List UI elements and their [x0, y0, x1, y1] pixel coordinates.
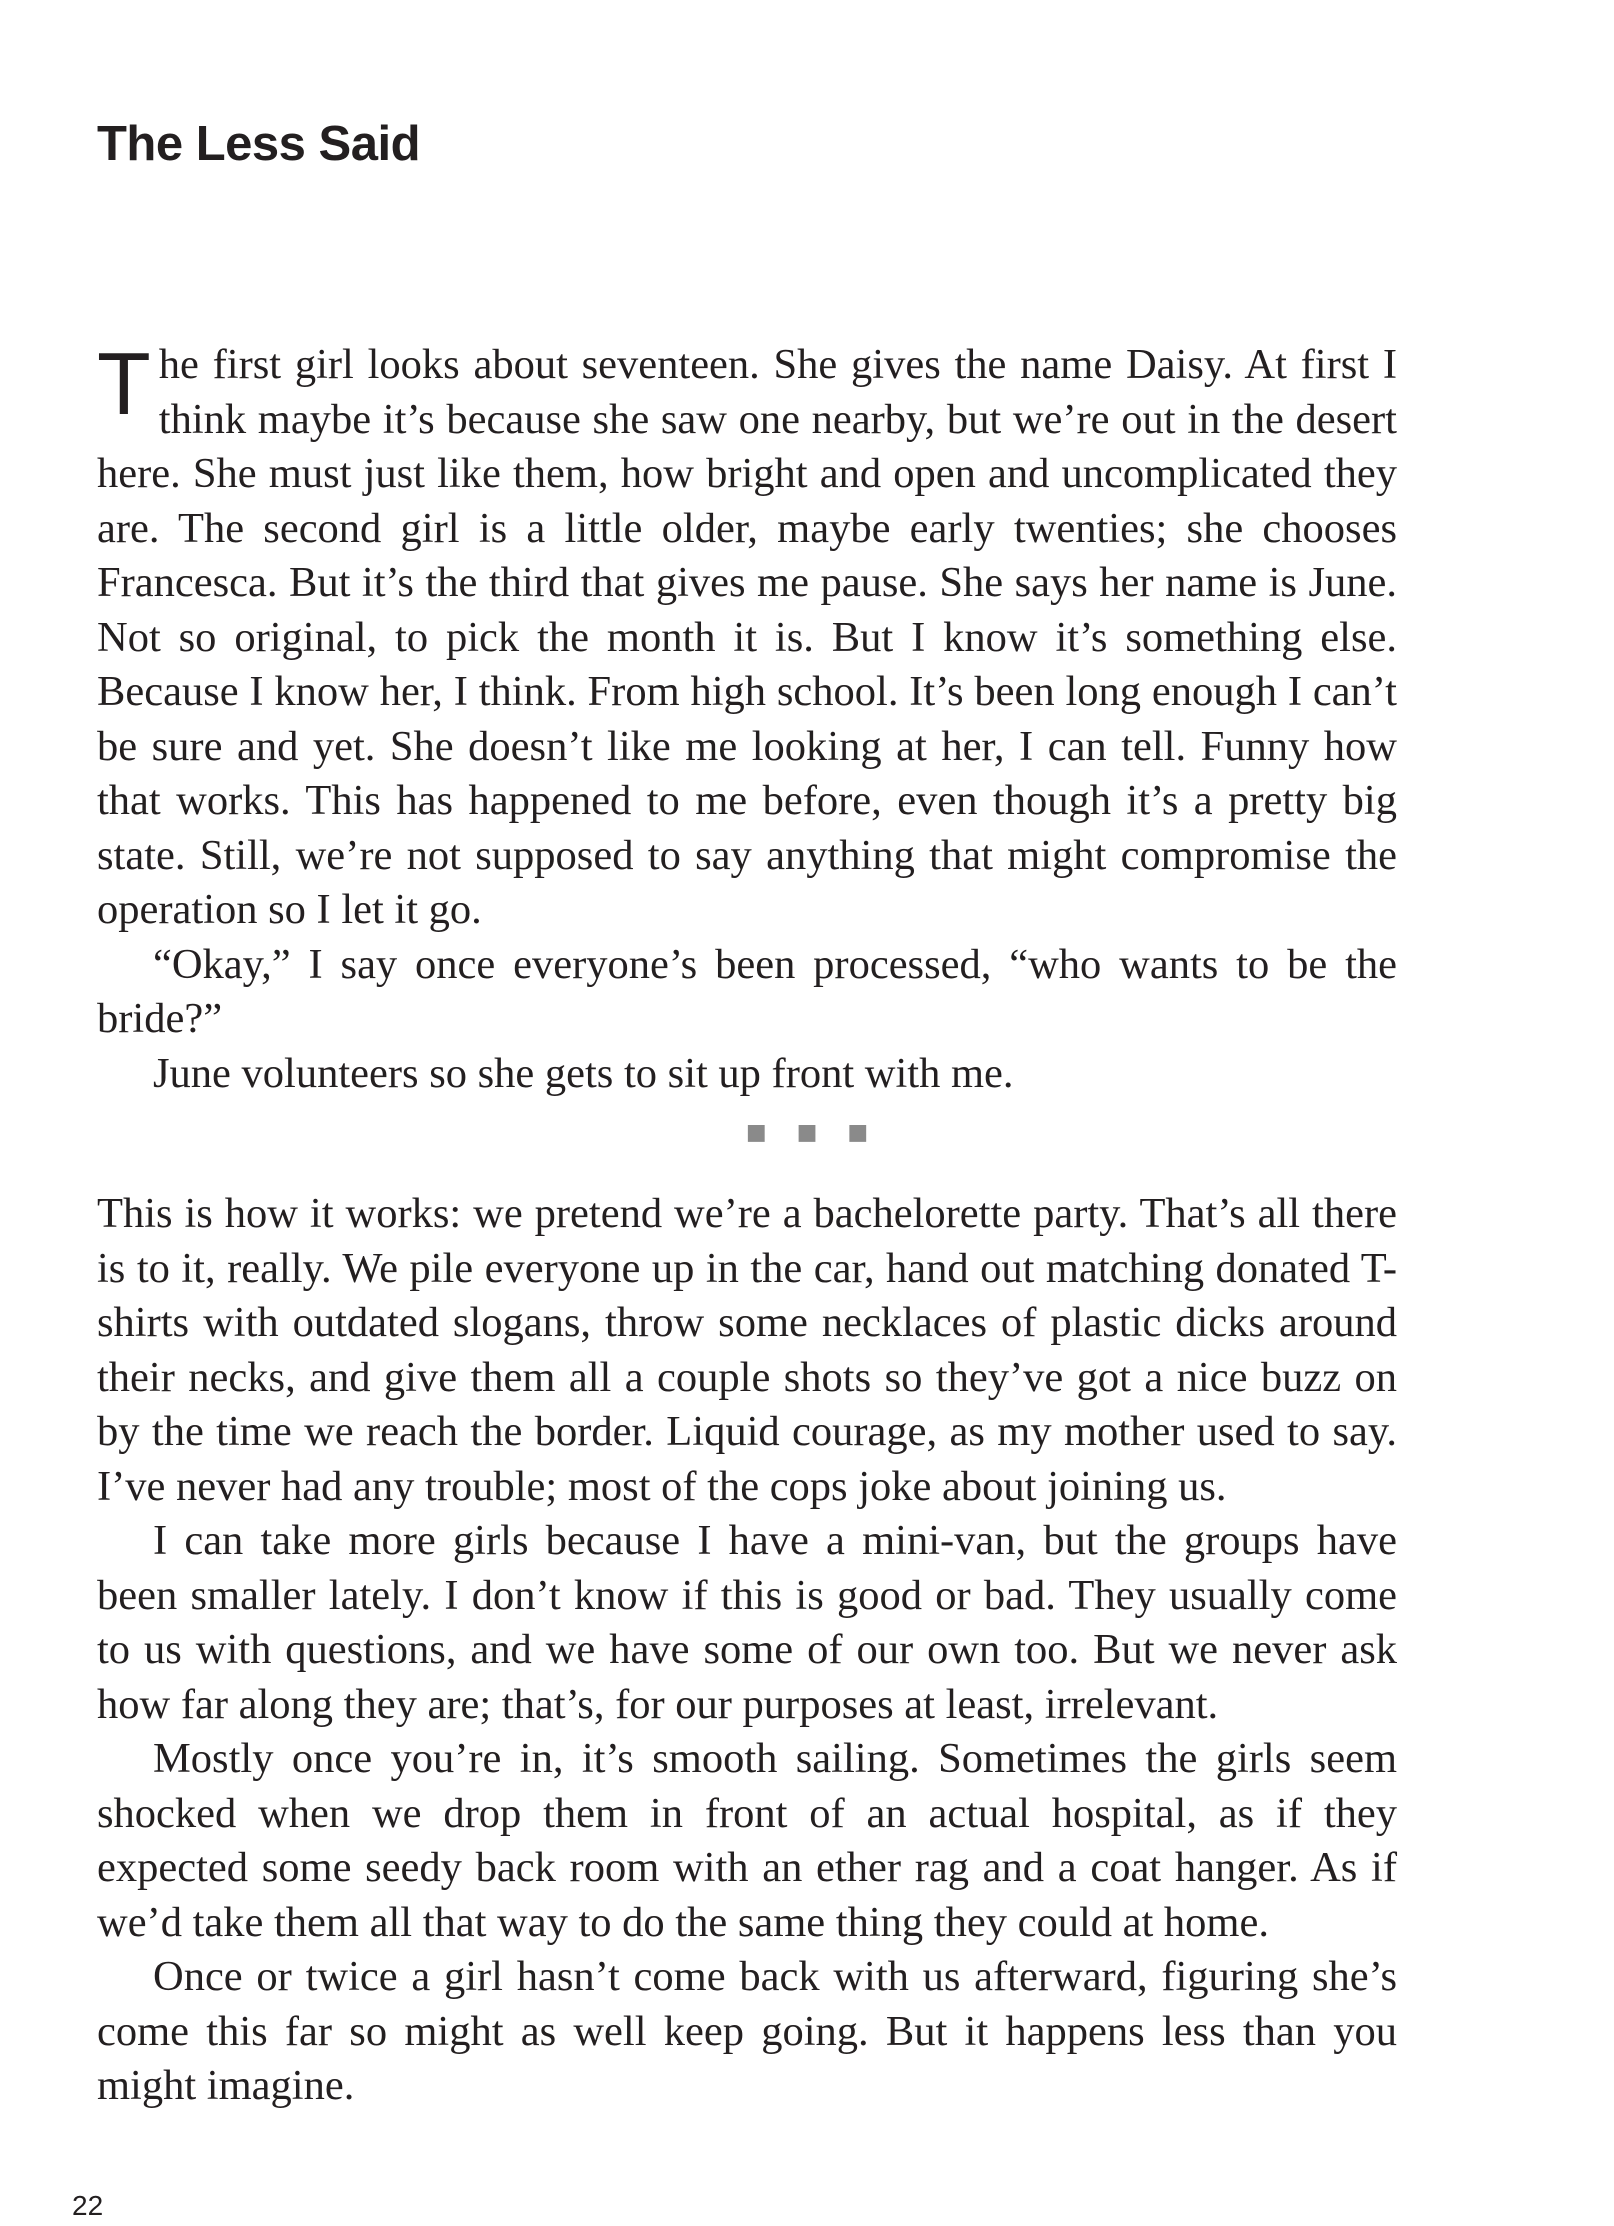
drop-cap: T — [97, 334, 151, 433]
page-number: 22 — [72, 2190, 104, 2221]
paragraph-dialogue: “Okay,” I say once everyone’s been processed, “who wants to be the bride?” — [97, 940, 1397, 1042]
paragraph-first — [97, 334, 1397, 938]
paragraph-june-volunteers: June volunteers so she gets to sit up front with me. — [153, 1049, 1014, 1097]
paragraph-how-it-works: This is how it works: we pretend we’re a bachelorette party. That’s all there is to it, really. We pile everyone up in the car, hand out matching donated T-shirts with outdated slogans, throw some necklaces of plastic dicks around their necks, and give them all a couple shots so they’ve got a nice buzz on by the time we reach the border. Liquid courage, as my mother used to say. I’ve never had any trouble; most of the cops joke about joining us. — [97, 1190, 1397, 1510]
story-section-2 — [97, 1187, 1397, 2114]
paragraph-once-or-twice: Once or twice a girl hasn’t come back with us afterward, figuring she’s come this far so might as well keep going. But it happens less than you might imagine. — [97, 1953, 1397, 2109]
paragraph-smooth-sailing: Mostly once you’re in, it’s smooth sailing. Sometimes the girls seem shocked when we drop them in front of an actual hospital, as if they expected some seedy back room with an ether rag and a coat hanger. As if we’d take them all that way to do the same thing they could at home. — [97, 1735, 1397, 1946]
page-title: The Less Said — [97, 117, 421, 171]
section-separator: ■■■ — [745, 1120, 899, 1145]
paragraph-mini-van: I can take more girls because I have a mini-van, but the groups have been smaller lately. I don’t know if this is good or bad. They usually come to us with questions, and we have some of our own too. But we never ask how far along they are; that’s, for our purposes at least, irrelevant. — [97, 1517, 1397, 1728]
story-section-1 — [97, 334, 1397, 1101]
paragraph-first-text: he first girl looks about seventeen. She gives the name Daisy. At first I think maybe it’s because she saw one nearby, but we’re out in the desert here. She must just like them, how bright and open and uncomplicated they are. The second girl is a little older, maybe early twenties; she chooses Francesca. But it’s the third that gives me pause. She says her name is June. Not so original, to pick the month it is. But I know it’s something else. Because I know her, I think. From high school. It’s been long enough I can’t be sure and yet. She doesn’t like me looking at her, I can tell. Funny how that works. This has happened to me before, even though it’s a pretty big state. Still, we’re not supposed to say anything that might compromise the operation so I let it go. — [97, 341, 1397, 933]
